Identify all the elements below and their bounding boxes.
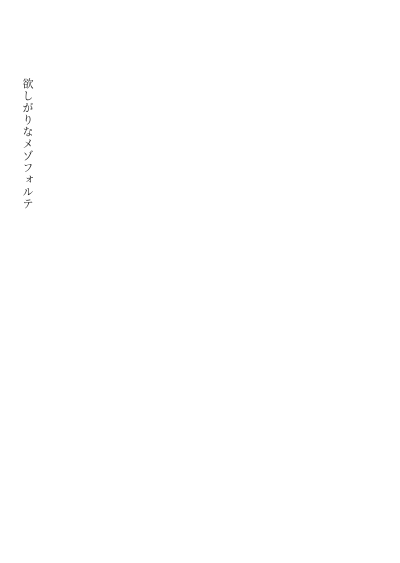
text-column-left [18,78,178,508]
chapter-title: 欲しがりなメゾフォルテ [21,78,34,210]
text-column-right [192,78,370,508]
